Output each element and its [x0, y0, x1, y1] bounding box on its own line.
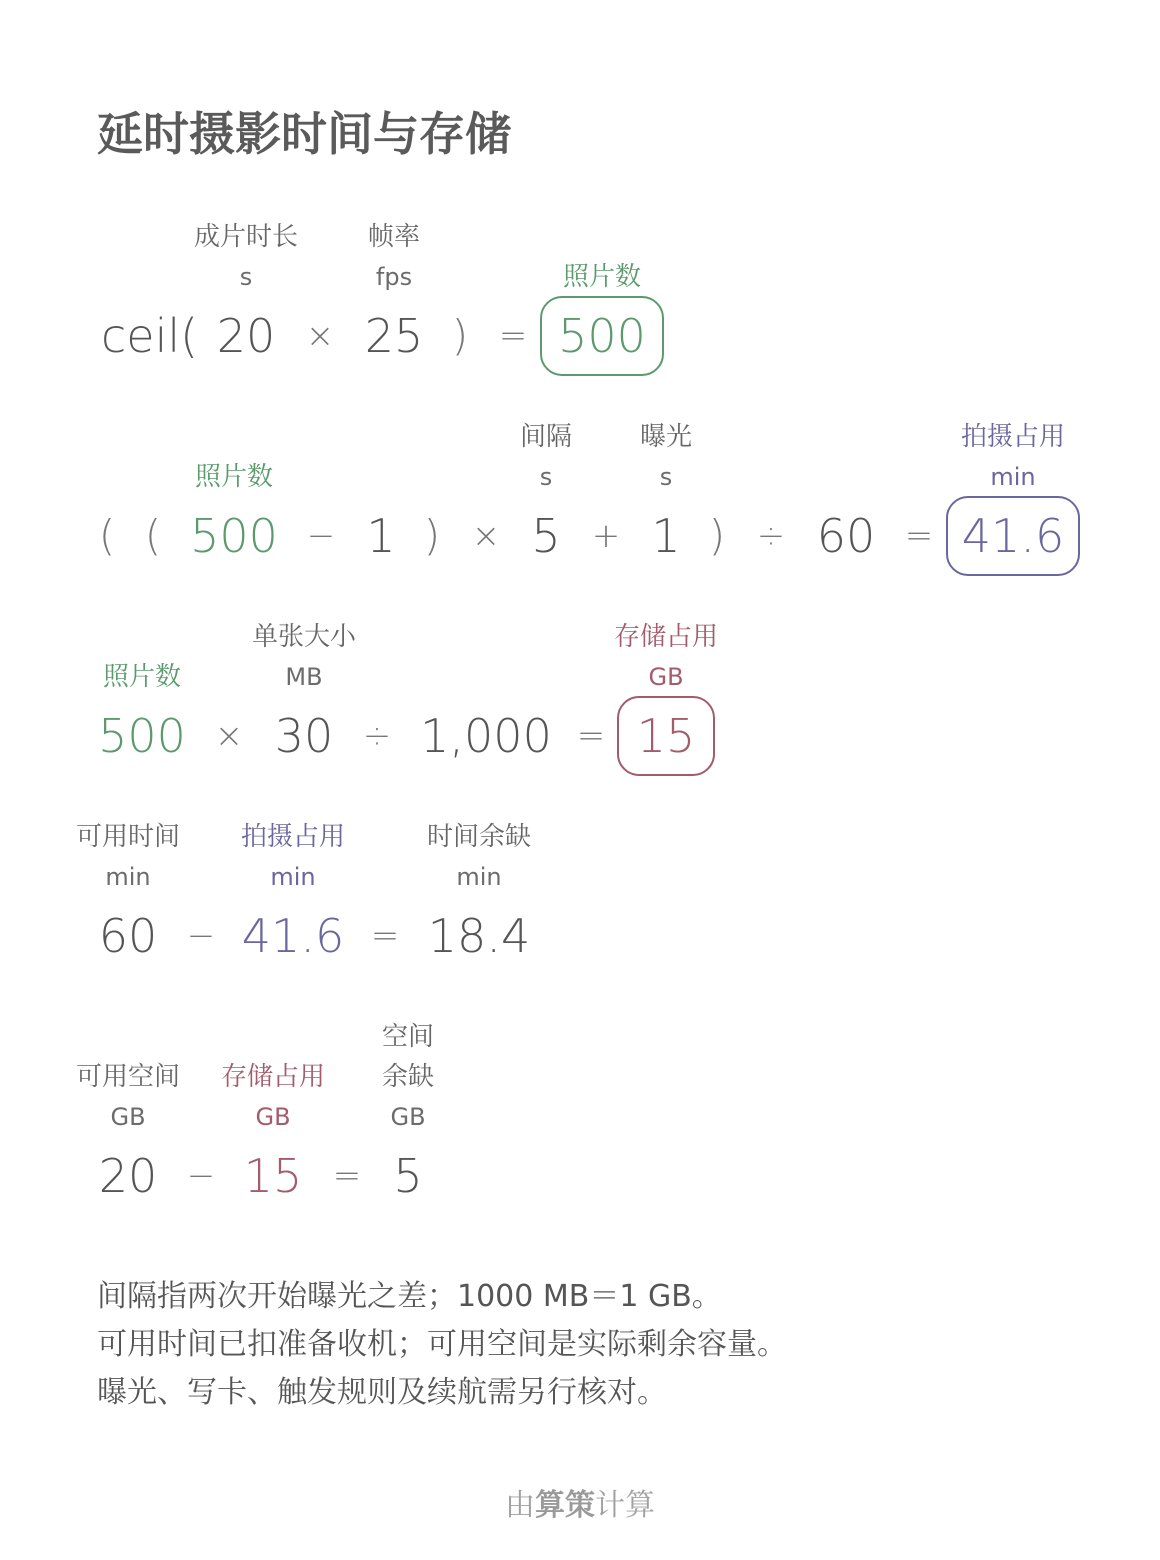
shooting-time-value: 41.6: [961, 509, 1065, 563]
divide-operator: ÷: [756, 516, 786, 556]
photo-count-label: 照片数: [562, 262, 642, 292]
open-paren-1: (: [98, 511, 116, 560]
times-operator: ×: [471, 516, 501, 556]
storage-label: 存储占用: [613, 622, 719, 652]
size-unit: MB: [285, 663, 323, 691]
minus-operator: −: [186, 916, 216, 956]
plus-operator: +: [591, 516, 621, 556]
footer-suffix: 计算: [595, 1488, 655, 1523]
footer-brand: 算策: [535, 1488, 595, 1523]
fps-label: 帧率: [367, 222, 421, 252]
storage-label: 存储占用: [220, 1062, 326, 1092]
time-remaining-value: 18.4: [427, 909, 531, 963]
photos-value: 500: [98, 709, 186, 763]
storage-unit: GB: [648, 663, 684, 691]
ceil-function: ceil(: [101, 309, 199, 363]
photos-label: 照片数: [194, 462, 274, 492]
available-time-value: 60: [98, 909, 158, 963]
divisor-value: 60: [816, 509, 876, 563]
space-remaining-value: 5: [393, 1149, 423, 1203]
note-line-3: 曝光、写卡、触发规则及续航需另行核对。: [97, 1375, 667, 1410]
shooting-time-unit: min: [270, 863, 316, 891]
photos-value: 500: [190, 509, 278, 563]
interval-unit: s: [539, 463, 553, 491]
shooting-time-unit: min: [990, 463, 1036, 491]
equals-operator: =: [576, 716, 606, 756]
note-line-1: 间隔指两次开始曝光之差；1000 MB＝1 GB。: [97, 1279, 722, 1314]
open-paren-2: (: [144, 511, 162, 560]
divisor-value: 1,000: [420, 709, 552, 763]
storage-value: 15: [243, 1149, 303, 1203]
space-remaining-unit: GB: [390, 1103, 426, 1131]
page-title: 延时摄影时间与存储: [97, 107, 511, 161]
available-space-label: 可用空间: [75, 1062, 181, 1092]
times-operator: ×: [305, 316, 335, 356]
available-space-unit: GB: [110, 1103, 146, 1131]
time-remaining-label: 时间余缺: [426, 822, 532, 852]
shooting-time-label: 拍摄占用: [240, 822, 346, 852]
photos-label: 照片数: [102, 662, 182, 692]
equals-operator: =: [498, 316, 528, 356]
storage-unit: GB: [255, 1103, 291, 1131]
fps-unit: fps: [375, 263, 413, 291]
times-operator: ×: [214, 716, 244, 756]
equals-operator: =: [370, 916, 400, 956]
equals-operator: =: [904, 516, 934, 556]
footer-credit: [505, 1480, 655, 1524]
available-space-value: 20: [98, 1149, 158, 1203]
interval-value: 5: [531, 509, 561, 563]
duration-value: 20: [216, 309, 276, 363]
photo-count-value: 500: [558, 309, 646, 363]
fps-value: 25: [364, 309, 424, 363]
exposure-value: 1: [651, 509, 681, 563]
one-value: 1: [366, 509, 396, 563]
shooting-time-label: 拍摄占用: [960, 422, 1066, 452]
time-remaining-unit: min: [456, 863, 502, 891]
minus-operator: −: [186, 1156, 216, 1196]
size-label: 单张大小: [251, 622, 357, 652]
shooting-time-value: 41.6: [241, 909, 345, 963]
available-time-unit: min: [105, 863, 151, 891]
space-remaining-label-1: 空间: [381, 1022, 435, 1052]
available-time-label: 可用时间: [75, 822, 181, 852]
storage-value: 15: [636, 709, 696, 763]
exposure-label: 曝光: [639, 422, 693, 452]
close-paren: ): [451, 311, 469, 360]
close-paren-1: ): [423, 511, 441, 560]
close-paren-2: ): [708, 511, 726, 560]
size-value: 30: [274, 709, 334, 763]
equals-operator: =: [332, 1156, 362, 1196]
exposure-unit: s: [659, 463, 673, 491]
duration-unit: s: [239, 263, 253, 291]
minus-operator: −: [306, 516, 336, 556]
divide-operator: ÷: [362, 716, 392, 756]
interval-label: 间隔: [519, 422, 573, 452]
note-line-2: 可用时间已扣准备收机；可用空间是实际剩余容量。: [97, 1327, 787, 1362]
footer-prefix: 由: [505, 1488, 535, 1523]
duration-label: 成片时长: [193, 222, 299, 252]
space-remaining-label-2: 余缺: [381, 1062, 435, 1092]
